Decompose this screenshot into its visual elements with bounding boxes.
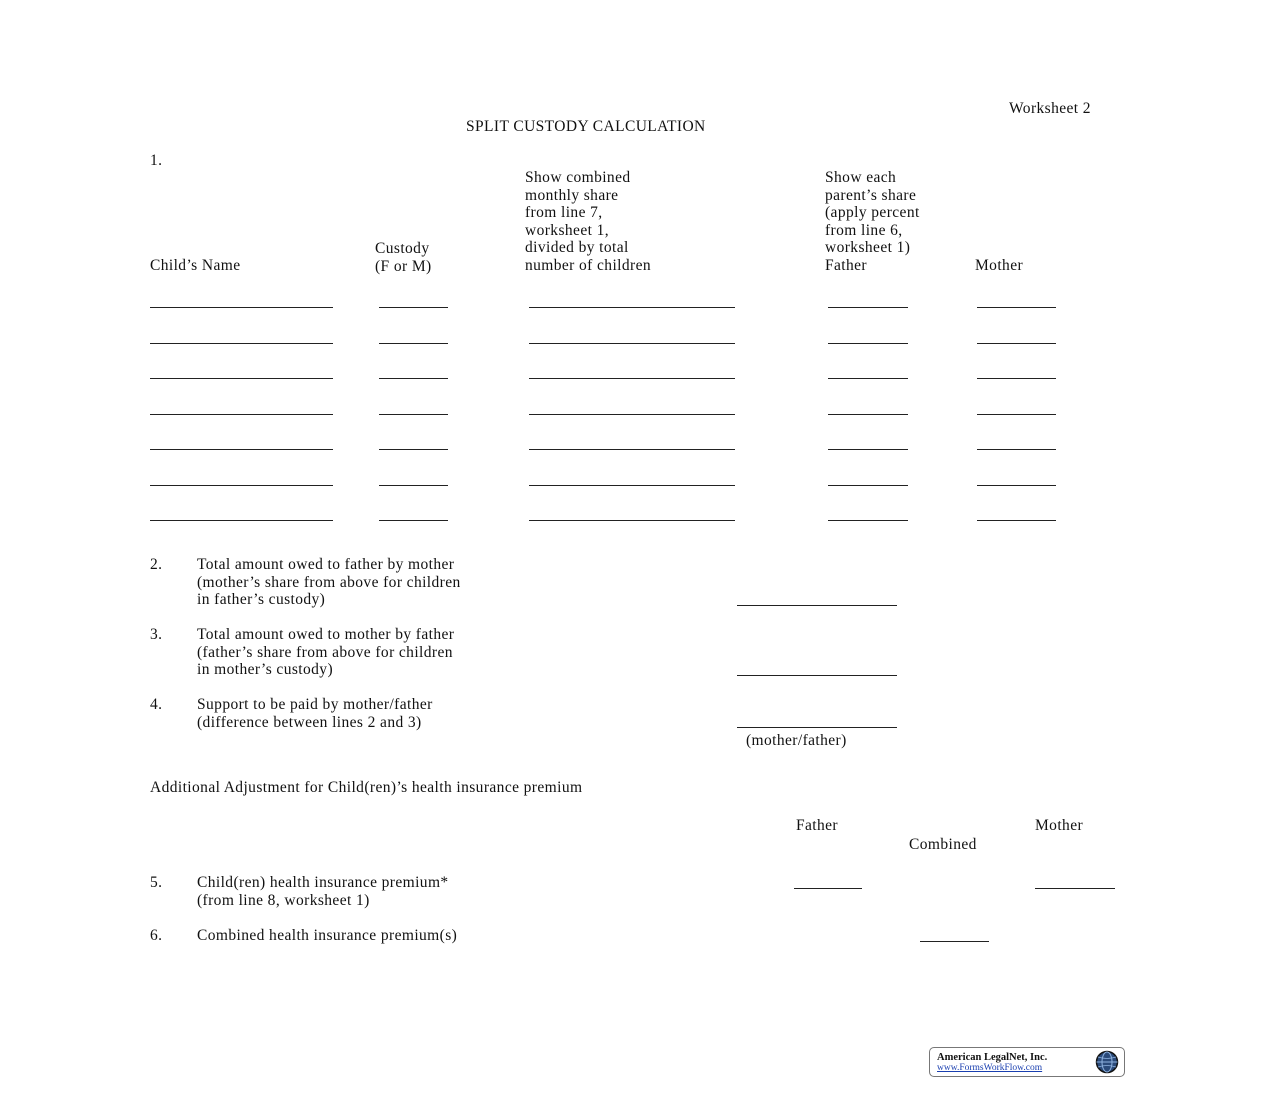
- child-name-field[interactable]: [150, 414, 333, 415]
- child-name-field[interactable]: [150, 307, 333, 308]
- logo-brand: American LegalNet, Inc.: [937, 1052, 1048, 1063]
- column-header-custody: Custody (F or M): [375, 240, 432, 275]
- father-share-field[interactable]: [828, 520, 908, 521]
- page-title: SPLIT CUSTODY CALCULATION: [466, 118, 706, 135]
- line-3-number: 3.: [150, 626, 163, 643]
- line-5-number: 5.: [150, 874, 163, 891]
- column-header-combined-share: Show combined monthly share from line 7, worksheet 1, divided by total number of children: [525, 169, 651, 274]
- child-name-field[interactable]: [150, 343, 333, 344]
- custody-field[interactable]: [379, 449, 448, 450]
- combined-share-field[interactable]: [529, 414, 735, 415]
- line-3-text: Total amount owed to mother by father (father’s share from above for children in mother’s custody): [197, 626, 455, 678]
- globe-icon: [1094, 1050, 1120, 1074]
- combined-share-field[interactable]: [529, 378, 735, 379]
- line-2-field[interactable]: [737, 605, 897, 606]
- line-5-text: Child(ren) health insurance premium* (from line 8, worksheet 1): [197, 874, 449, 909]
- line-6-number: 6.: [150, 927, 163, 944]
- combined-share-field[interactable]: [529, 485, 735, 486]
- line-6-combined-field[interactable]: [920, 941, 989, 942]
- adjustment-col-father: Father: [796, 817, 838, 834]
- adjustment-col-mother: Mother: [1035, 817, 1084, 834]
- column-header-father-share: Show each parent’s share (apply percent from line 6, worksheet 1) Father: [825, 169, 920, 274]
- father-share-field[interactable]: [828, 343, 908, 344]
- logo-url-link[interactable]: www.FormsWorkFlow.com: [937, 1063, 1043, 1073]
- line-2-number: 2.: [150, 556, 163, 573]
- father-share-field[interactable]: [828, 485, 908, 486]
- custody-field[interactable]: [379, 307, 448, 308]
- worksheet-label: Worksheet 2: [1009, 100, 1091, 117]
- father-share-field[interactable]: [828, 378, 908, 379]
- custody-field[interactable]: [379, 378, 448, 379]
- child-name-field[interactable]: [150, 520, 333, 521]
- mother-share-field[interactable]: [977, 414, 1056, 415]
- combined-share-field[interactable]: [529, 307, 735, 308]
- combined-share-field[interactable]: [529, 343, 735, 344]
- custody-field[interactable]: [379, 414, 448, 415]
- mother-share-field[interactable]: [977, 343, 1056, 344]
- line-4-field[interactable]: [737, 727, 897, 728]
- line-5-mother-field[interactable]: [1035, 888, 1115, 889]
- child-name-field[interactable]: [150, 449, 333, 450]
- line-3-field[interactable]: [737, 675, 897, 676]
- father-share-field[interactable]: [828, 449, 908, 450]
- column-header-child-name: Child’s Name: [150, 257, 241, 274]
- adjustment-col-combined: Combined: [909, 836, 977, 853]
- publisher-logo: [929, 1047, 1125, 1077]
- combined-share-field[interactable]: [529, 449, 735, 450]
- line-6-text: Combined health insurance premium(s): [197, 927, 458, 944]
- mother-share-field[interactable]: [977, 485, 1056, 486]
- column-header-mother: Mother: [975, 257, 1024, 274]
- mother-share-field[interactable]: [977, 449, 1056, 450]
- custody-field[interactable]: [379, 343, 448, 344]
- child-name-field[interactable]: [150, 485, 333, 486]
- line-4-text: Support to be paid by mother/father (difference between lines 2 and 3): [197, 696, 433, 731]
- line-4-sublabel: (mother/father): [746, 732, 847, 749]
- adjustment-heading: Additional Adjustment for Child(ren)’s health insurance premium: [150, 779, 583, 796]
- line-5-father-field[interactable]: [794, 888, 862, 889]
- mother-share-field[interactable]: [977, 378, 1056, 379]
- custody-field[interactable]: [379, 520, 448, 521]
- father-share-field[interactable]: [828, 307, 908, 308]
- line-4-number: 4.: [150, 696, 163, 713]
- mother-share-field[interactable]: [977, 307, 1056, 308]
- line-2-text: Total amount owed to father by mother (mother’s share from above for children in father’s custody): [197, 556, 461, 608]
- mother-share-field[interactable]: [977, 520, 1056, 521]
- father-share-field[interactable]: [828, 414, 908, 415]
- custody-field[interactable]: [379, 485, 448, 486]
- combined-share-field[interactable]: [529, 520, 735, 521]
- child-name-field[interactable]: [150, 378, 333, 379]
- section-1-number: 1.: [150, 152, 163, 169]
